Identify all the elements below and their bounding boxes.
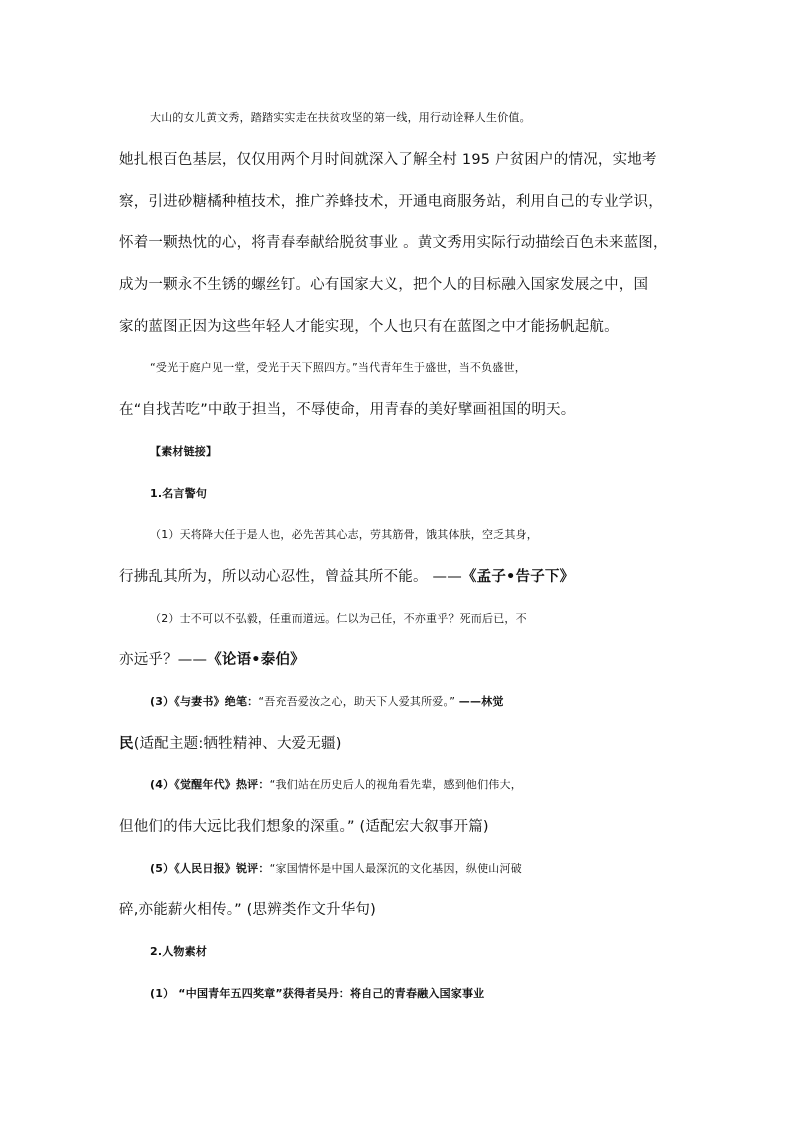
quote3-title: 《与妻书》绝笔： bbox=[174, 695, 259, 708]
quote3-number: (3） bbox=[150, 695, 175, 708]
quote3-line1 bbox=[150, 692, 710, 712]
quote2-line1: （2）士不可以不弘毅，任重而道远。仁以为己任，不亦重乎？死而后已，不 bbox=[150, 612, 527, 625]
para1-line5: 成为一颗永不生锈的螺丝钉。心有国家大义，把个人的目标融入国家发展之中，国 bbox=[119, 277, 649, 293]
quote3-author: ——林觉 bbox=[458, 695, 504, 708]
quote5-text: “家国情怀是中国人最深沉的文化基因，纵使山河破 bbox=[269, 862, 522, 875]
para1-line2: 她扎根百色基层，仅仅用两个月时间就深入了解全村 195 户贫困户的情况，实地考 bbox=[119, 152, 657, 168]
quote1-line2 bbox=[119, 567, 679, 587]
quote2-line2 bbox=[119, 650, 679, 670]
quote3-author-end: 民 bbox=[119, 736, 134, 752]
quote5-line2: 碎,亦能薪火相传。” (思辨类作文升华句) bbox=[119, 902, 376, 918]
quote3-line2 bbox=[119, 734, 679, 754]
para1-line6: 家的蓝图正因为这些年轻人才能实现，个人也只有在蓝图之中才能扬帆起航。 bbox=[119, 319, 619, 335]
quote2-text: 亦远乎？—— bbox=[119, 652, 208, 668]
quote4-line2: 但他们的伟大远比我们想象的深重。” (适配宏大叙事开篇) bbox=[119, 819, 489, 835]
quote3-theme: (适配主题:牺牲精神、大爱无疆) bbox=[133, 736, 342, 752]
quote5-number: (5） bbox=[150, 862, 175, 875]
quote4-number: (4） bbox=[150, 778, 175, 791]
quote4-line1 bbox=[150, 775, 710, 795]
section1-heading: 1.名言警句 bbox=[150, 487, 208, 500]
quote1-text: 行拂乱其所为，所以动心忍性，曾益其所不能。 —— bbox=[119, 569, 462, 585]
quote3-text: “吾充吾爱汝之心，助天下人爱其所爱。” bbox=[258, 695, 459, 708]
quote4-text: “我们站在历史后人的视角看先辈，感到他们伟大， bbox=[269, 778, 522, 791]
para1-line1: 大山的女儿黄文秀，踏踏实实走在扶贫攻坚的第一线，用行动诠释人生价值。 bbox=[150, 111, 531, 124]
quote1-line1: （1）天将降大任于是人也，必先苦其心志，劳其筋骨，饿其体肤，空乏其身， bbox=[150, 528, 538, 541]
quote5-line1 bbox=[150, 859, 710, 879]
quote4-title: 《觉醒年代》热评： bbox=[174, 778, 270, 791]
para1-line3: 察，引进砂糖橘种植技术，推广养蜂技术，开通电商服务站，利用自己的专业学识， bbox=[119, 194, 663, 210]
para2-line2: 在“自找苦吃”中敢于担当，不辱使命，用青春的美好擘画祖国的明天。 bbox=[119, 402, 576, 418]
para2-line1: “受光于庭户见一堂，受光于天下照四方。”当代青年生于盛世，当不负盛世， bbox=[150, 361, 526, 374]
section2-heading: 2.人物素材 bbox=[150, 945, 208, 958]
section2-item1: (1） “中国青年五四奖章”获得者吴丹：将自己的青春融入国家事业 bbox=[150, 987, 485, 1000]
para1-line4: 怀着一颗热忱的心，将青春奉献给脱贫事业 。黄文秀用实际行动描绘百色未来蓝图， bbox=[119, 235, 668, 251]
quote1-source: 《孟子•告子下》 bbox=[461, 569, 575, 585]
section-link-heading: 【素材链接】 bbox=[150, 445, 218, 458]
quote2-source: 《论语•泰伯》 bbox=[207, 652, 305, 668]
quote5-title: 《人民日报》锐评： bbox=[174, 862, 270, 875]
